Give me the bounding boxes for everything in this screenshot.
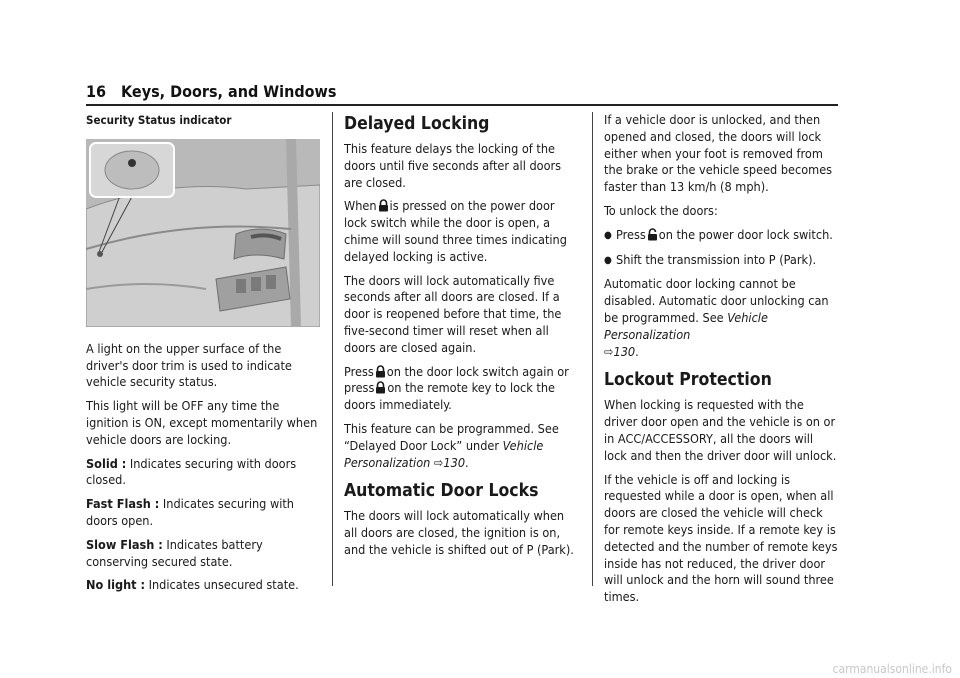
column-divider-1 bbox=[332, 112, 333, 586]
unlock-icon bbox=[647, 228, 658, 241]
lockout-protection-text: When locking is requested with the driver door open and the vehicle is on or in ACC/ACCESSORY, all the doors will lock and then the driver door will unlock. bbox=[604, 397, 837, 463]
delayed-locking-programming: This feature can be programmed. See “Delayed Door Lock” under Vehicle Personalization ⇨130. bbox=[344, 420, 559, 470]
state-fast-flash: Fast Flash : Indicates securing with doors open. bbox=[86, 496, 294, 528]
vehicle-personalization-link[interactable]: Vehicle Personalization bbox=[344, 437, 544, 470]
section-title: Keys, Doors, and Windows bbox=[121, 82, 337, 101]
page-number: 16 bbox=[86, 82, 107, 101]
lockout-protection-heading: Lockout Protection bbox=[604, 370, 772, 391]
column-divider-2 bbox=[592, 112, 593, 586]
auto-unlock-note: Automatic door locking cannot be disabled. Automatic door unlocking can be programmed. See Vehicle Personalization ⇨130. bbox=[604, 276, 829, 359]
vehicle-personalization-link[interactable]: Vehicle Personalization bbox=[604, 309, 768, 342]
bullet-item: ● Shift the transmission into P (Park). bbox=[604, 252, 838, 270]
delayed-locking-override: Press on the door lock switch again or press on the remote key to lock the doors immediately. bbox=[344, 363, 569, 413]
delayed-locking-activation: When is pressed on the power door lock switch while the door is open, a chime will sound three times indicating delayed locking is active. bbox=[344, 198, 567, 264]
auto-lock-trigger: If a vehicle door is unlocked, and then opened and closed, the doors will lock either when your foot is removed from the brake or the vehicle speed becomes faster than 13 km/h (8 mph). bbox=[604, 112, 833, 195]
state-solid: Solid : Indicates securing with doors closed. bbox=[86, 455, 297, 488]
right-column bbox=[604, 112, 838, 613]
automatic-door-locks-heading: Automatic Door Locks bbox=[344, 481, 539, 502]
bullet-item: ● Press on the power door lock switch. bbox=[604, 227, 838, 245]
automatic-door-locks-text: The doors will lock automatically when all doors are closed, the ignition is on, and the vehicle is shifted out of P (Park). bbox=[344, 508, 574, 557]
remote-key-check-text: If the vehicle is off and locking is requested while a door is open, when all doors are closed the vehicle will check for remote keys inside. If a remote key is detected and the number of remote keys inside has not reduced, the driver door will unlock and the horn will sound three times. bbox=[604, 471, 838, 605]
page-ref-arrow-icon: ⇨ bbox=[604, 343, 614, 359]
security-indicator-heading: Security Status indicator bbox=[86, 113, 232, 127]
footer-watermark: carmanualsonline.info bbox=[832, 662, 952, 676]
page-header bbox=[86, 82, 838, 104]
delayed-locking-intro: This feature delays the locking of the doors until five seconds after all doors are closed. bbox=[344, 141, 562, 190]
header-rule bbox=[86, 104, 838, 106]
indicator-description: A light on the upper surface of the driver's door trim is used to indicate vehicle security status. bbox=[86, 340, 292, 390]
delayed-locking-timer: The doors will lock automatically five seconds after all doors are closed. If a door is reopened before that time, the five-second timer will reset when all doors are closed again. bbox=[344, 272, 562, 355]
lock-icon bbox=[375, 381, 386, 394]
bullet-icon: ● bbox=[604, 254, 612, 266]
left-column bbox=[86, 112, 322, 601]
unlock-intro: To unlock the doors: bbox=[604, 202, 718, 218]
indicator-off-note: This light will be OFF any time the ignition is ON, except momentarily when vehicle doors are locking. bbox=[86, 398, 318, 447]
state-slow-flash: Slow Flash : Indicates battery conserving secured state. bbox=[86, 536, 263, 569]
middle-column bbox=[344, 112, 580, 566]
lock-icon bbox=[378, 199, 389, 212]
page-ref-arrow-icon: ⇨ bbox=[433, 454, 444, 470]
bullet-icon: ● bbox=[604, 229, 612, 241]
door-trim-illustration bbox=[86, 139, 320, 327]
state-no-light: No light : Indicates unsecured state. bbox=[86, 577, 299, 593]
delayed-locking-heading: Delayed Locking bbox=[344, 114, 490, 134]
lock-icon bbox=[375, 365, 386, 378]
